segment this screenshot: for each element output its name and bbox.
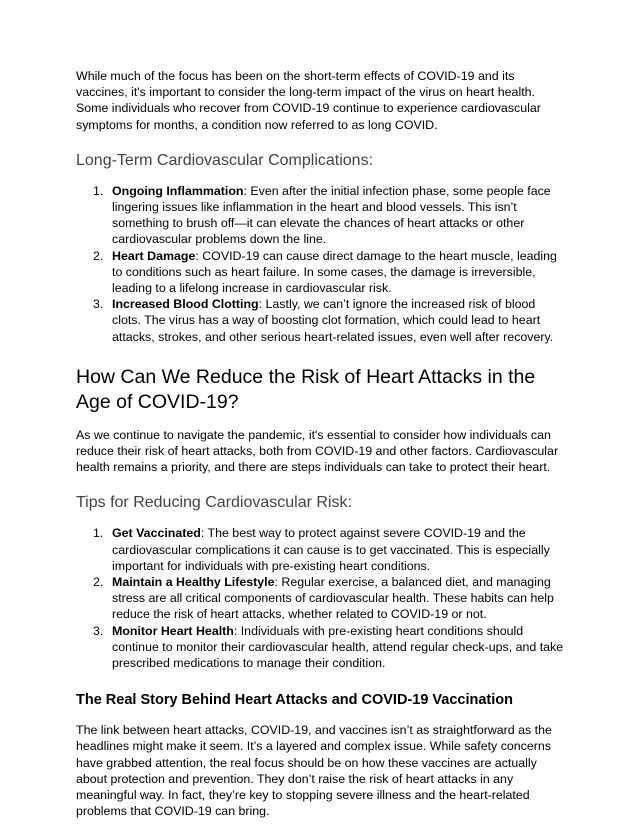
list-item-text: : Individuals with pre-existing heart conditions should continue to monitor their cardiovascular health, attend regular check-ups, and take prescribed medications to manage their condition. xyxy=(112,623,564,671)
section-heading-long-term-complications: Long-Term Cardiovascular Complications: xyxy=(76,151,374,169)
list-item xyxy=(76,623,566,672)
list-number: 2. xyxy=(93,248,104,263)
list-item xyxy=(76,183,566,248)
complications-list xyxy=(76,183,566,345)
list-item xyxy=(76,296,566,345)
list-number: 1. xyxy=(93,526,104,541)
list-number: 3. xyxy=(93,623,104,638)
reduce-risk-paragraph: As we continue to navigate the pandemic, it's essential to consider how individuals can reduce their risk of heart attacks, both from COVID-19 and other factors. Cardiovascular health remains a priority, and there are steps individuals can take to protect their heart. xyxy=(76,427,559,475)
list-item-title: Maintain a Healthy Lifestyle xyxy=(112,575,275,590)
section-heading-tips: Tips for Reducing Cardiovascular Risk: xyxy=(76,494,352,512)
section-heading-reduce-risk: How Can We Reduce the Risk of Heart Attacks in the Age of COVID-19? xyxy=(76,365,536,413)
tips-list xyxy=(76,525,566,671)
real-story-paragraph: The link between heart attacks, COVID-19, and vaccines isn’t as straightforward as the headlines might make it seem. It’s a layered and complex issue. While safety concerns have grabbed attention, the real focus should be on how these vaccines are actually about protection and prevention. They don’t raise the risk of heart attacks in any meaningful way. In fact, they’re key to stopping severe illness and the heart-related problems that COVID-19 can bring. xyxy=(76,723,552,819)
list-item-title: Heart Damage xyxy=(112,248,196,263)
list-number: 1. xyxy=(93,183,104,198)
intro-paragraph: While much of the focus has been on the short-term effects of COVID-19 and its vaccines, it's important to consider the long-term impact of the virus on heart health. Some individuals who recover from COVID-19 continue to experience cardiovascular symptoms for months, a condition now referred to as long COVID. xyxy=(76,69,541,132)
list-item xyxy=(76,525,566,574)
list-item-text: : Regular exercise, a balanced diet, and managing stress are all critical components of cardiovascular health. These habits can help reduce the risk of heart attacks, whether related to COVID-19 or not. xyxy=(112,575,554,622)
section-heading-real-story: The Real Story Behind Heart Attacks and COVID-19 Vaccination xyxy=(76,692,513,709)
list-item-title: Increased Blood Clotting xyxy=(112,297,259,312)
list-item-title: Monitor Heart Health xyxy=(112,623,234,638)
list-item-text: : Lastly, we can’t ignore the increased risk of blood clots. The virus has a way of boosting clot formation, which could lead to heart attacks, strokes, and other serious heart-related issues, even well after recovery. xyxy=(112,297,554,344)
list-item xyxy=(76,248,566,297)
list-item-text: : The best way to protect against severe COVID-19 and the cardiovascular complications it can cause is to get vaccinated. This is especially important for individuals with pre-existing heart conditions. xyxy=(112,526,550,573)
list-number: 2. xyxy=(93,575,104,590)
document-page xyxy=(76,68,566,820)
list-item xyxy=(76,574,566,623)
list-item-title: Get Vaccinated xyxy=(112,526,201,541)
list-item-text: : COVID-19 can cause direct damage to the heart muscle, leading to conditions such as heart failure. In some cases, the damage is irreversible, leading to a lifelong increase in cardiovascular risk. xyxy=(112,248,557,296)
list-number: 3. xyxy=(93,297,104,312)
list-item-title: Ongoing Inflammation xyxy=(112,183,244,198)
list-item-text: : Even after the initial infection phase, some people face lingering issues like inflammation in the heart and blood vessels. This isn’t something to brush off—it can elevate the chances of heart attacks or other cardiovascular problems down the line. xyxy=(112,183,551,247)
